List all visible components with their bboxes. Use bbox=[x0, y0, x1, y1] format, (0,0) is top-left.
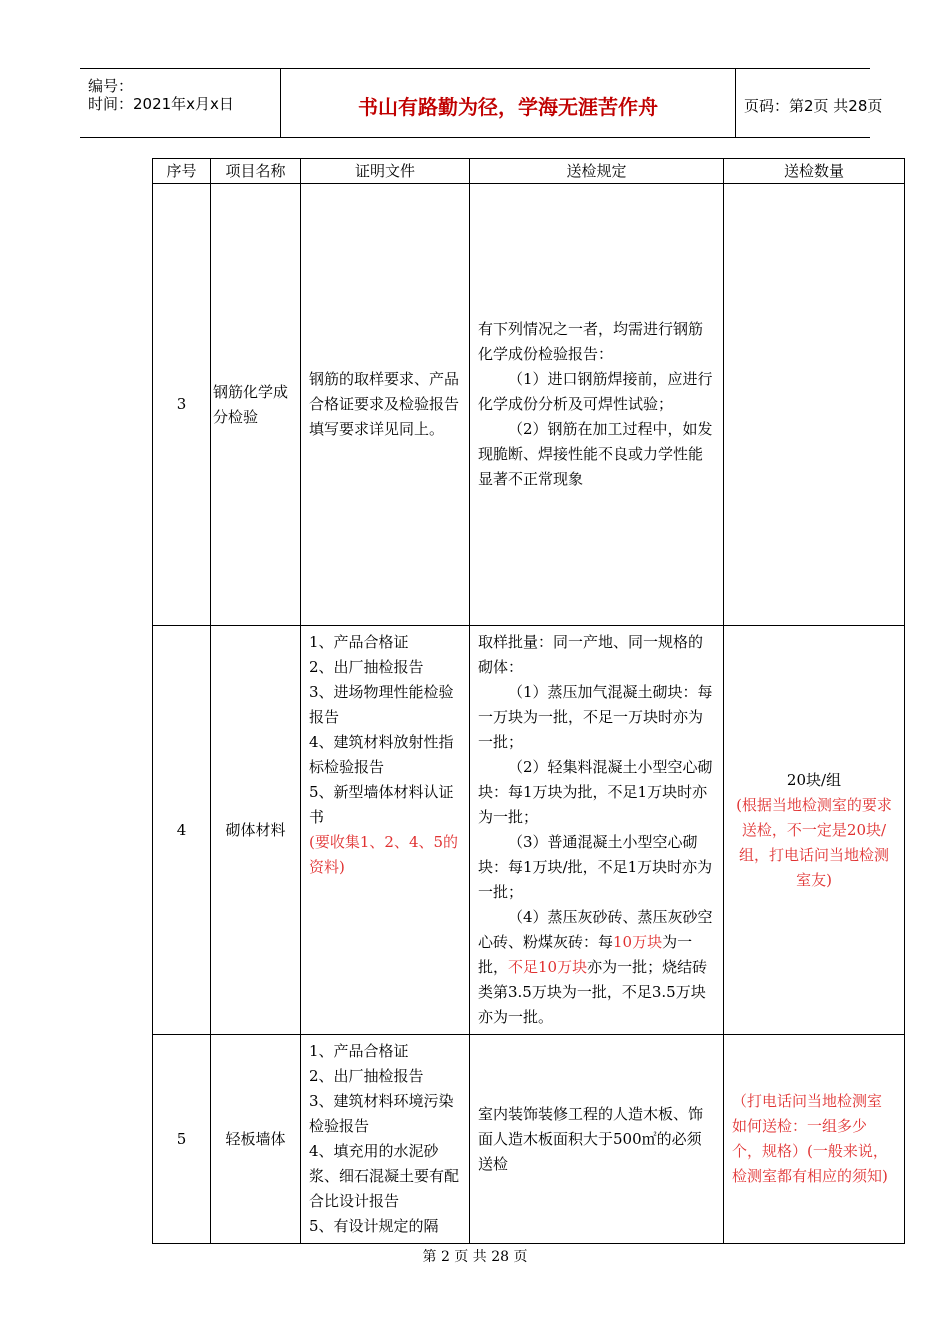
row-qty bbox=[724, 184, 905, 626]
col-header-no: 序号 bbox=[153, 159, 211, 184]
doc-item: 3、建筑材料环境污染检验报告 bbox=[309, 1092, 454, 1135]
header-meta bbox=[80, 69, 280, 137]
qty-note: (根据当地检测室的要求送检，不一定是20块/组，打电话问当地检测室友) bbox=[736, 795, 892, 889]
row-qty: （打电话问当地检测室如何送检：一组多少个，规格）(一般来说，检测室都有相应的须知) bbox=[724, 1035, 905, 1244]
header-motto-cell bbox=[280, 69, 736, 137]
col-header-rule: 送检规定 bbox=[470, 159, 724, 184]
doc-item: 1、产品合格证 bbox=[309, 1042, 409, 1060]
doc-item: 3、进场物理性能检验报告 bbox=[309, 683, 454, 726]
rule-text: （4）蒸压灰砂砖、蒸压灰砂空心砖、粉煤灰砖：每 bbox=[478, 908, 713, 951]
row-no: 4 bbox=[153, 626, 211, 1035]
doc-item: 4、填充用的水泥砂浆、细石混凝土要有配合比设计报告 bbox=[309, 1142, 460, 1210]
table-row bbox=[153, 184, 905, 626]
date-line: 时间：2021年x月x日 bbox=[88, 95, 234, 113]
table-row bbox=[153, 1035, 905, 1244]
motto: 书山有路勤为径，学海无涯苦作舟 bbox=[358, 95, 658, 119]
qty-main: 20块/组 bbox=[786, 770, 842, 789]
doc-item: 4、建筑材料放射性指标检验报告 bbox=[309, 733, 454, 776]
row-name: 轻板墙体 bbox=[211, 1035, 301, 1244]
rule-item: （3）普通混凝土小型空心砌块：每1万块/批，不足1万块时亦为一批； bbox=[478, 833, 713, 901]
inspection-table bbox=[152, 158, 905, 1244]
page-header bbox=[80, 68, 883, 138]
row-docs: 钢筋的取样要求、产品合格证要求及检验报告填写要求详见同上。 bbox=[301, 184, 470, 626]
docs-note: (要收集1、2、4、5的资料) bbox=[309, 833, 459, 876]
col-header-name: 项目名称 bbox=[211, 159, 301, 184]
rule-highlight: 10万块 bbox=[613, 933, 663, 951]
col-header-qty: 送检数量 bbox=[724, 159, 905, 184]
col-header-docs: 证明文件 bbox=[301, 159, 470, 184]
code-label: 编号： bbox=[88, 77, 134, 95]
doc-item: 5、新型墙体材料认证书 bbox=[309, 783, 454, 826]
table-header-row bbox=[153, 159, 905, 184]
row-docs bbox=[301, 626, 470, 1035]
table-row bbox=[153, 626, 905, 1035]
row-rule: 室内装饰装修工程的人造木板、饰面人造木板面积大于500㎡的必须送检 bbox=[470, 1035, 724, 1244]
page-footer: 第 2 页 共 28 页 bbox=[422, 1249, 528, 1265]
rule-intro: 取样批量：同一产地、同一规格的砌体： bbox=[478, 633, 704, 676]
rule-item: （2）轻集料混凝土小型空心砌块：每1万块为批，不足1万块时亦为一批； bbox=[478, 758, 713, 826]
row-qty bbox=[724, 626, 905, 1035]
rule-item: （1）蒸压加气混凝土砌块：每一万块为一批，不足一万块时亦为一批； bbox=[478, 683, 713, 751]
rule-text: 为一批， bbox=[478, 933, 693, 976]
row-rule bbox=[470, 184, 724, 626]
row-no: 3 bbox=[153, 184, 211, 626]
rule-intro: 有下列情况之一者，均需进行钢筋化学成份检验报告： bbox=[478, 320, 704, 363]
row-docs bbox=[301, 1035, 470, 1244]
page-indicator: 页码：第2页 共28页 bbox=[744, 97, 883, 115]
rule-item: （1）进口钢筋焊接前，应进行化学成份分析及可焊性试验； bbox=[478, 370, 713, 413]
doc-item: 5、有设计规定的隔 bbox=[309, 1217, 439, 1235]
header-page-cell bbox=[736, 69, 883, 137]
row-no: 5 bbox=[153, 1035, 211, 1244]
doc-item: 2、出厂抽检报告 bbox=[309, 1067, 424, 1085]
row-name: 砌体材料 bbox=[211, 626, 301, 1035]
rule-item: （2）钢筋在加工过程中，如发现脆断、焊接性能不良或力学性能显著不正常现象 bbox=[478, 420, 713, 488]
row-name: 钢筋化学成分检验 bbox=[211, 184, 301, 626]
rule-text: 亦为一批；烧结砖类第3.5万块为一批，不足3.5万块亦为一批。 bbox=[478, 958, 708, 1026]
rule-highlight: 不足10万块 bbox=[508, 958, 588, 976]
doc-item: 2、出厂抽检报告 bbox=[309, 658, 424, 676]
rule-item bbox=[478, 905, 715, 1030]
doc-item: 1、产品合格证 bbox=[309, 633, 409, 651]
row-rule bbox=[470, 626, 724, 1035]
